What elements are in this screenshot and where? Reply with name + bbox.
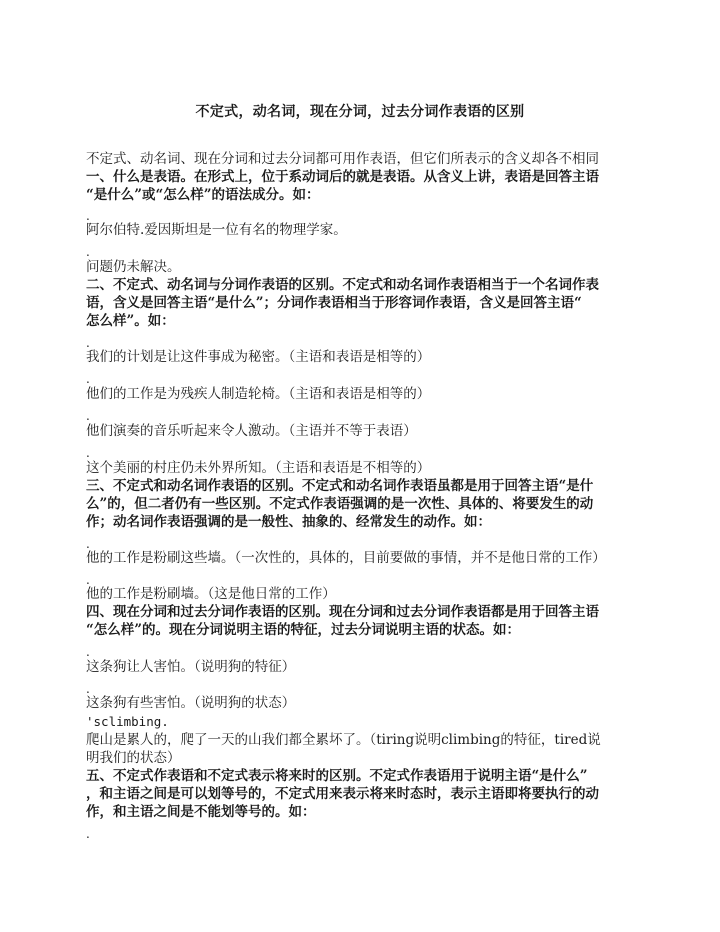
document-title: 不定式，动名词，现在分词，过去分词作表语的区别 — [195, 104, 525, 120]
example-line: 我们的计划是让这件事成为秘密。（主语和表语是相等的） — [86, 349, 431, 365]
section-3-heading-line: 三、不定式和动名词作表语的区别。不定式和动名词作表语虽都是用于回答主语“是什 — [86, 478, 594, 494]
bullet-dot: . — [86, 409, 90, 423]
bullet-dot: . — [86, 537, 90, 551]
bullet-dot: . — [86, 209, 90, 223]
intro-line: 不定式、动名词、现在分词和过去分词都可用作表语，但它们所表示的含义却各不相同 — [86, 151, 599, 167]
section-3-heading-line: 么”的，但二者仍有一些区别。不定式作表语强调的是一次性、具体的、将要发生的动 — [86, 496, 594, 512]
bullet-dot: . — [86, 372, 90, 386]
bullet-dot: . — [86, 336, 90, 350]
section-4-heading-line: “怎么样”的。现在分词说明主语的特征，过去分词说明主语的状态。如： — [86, 622, 521, 638]
section-1-heading-line: 一、什么是表语。在形式上，位于系动词后的就是表语。从含义上讲，表语是回答主语 — [86, 169, 599, 185]
section-5-heading-line: 作，和主语之间是不能划等号的。如： — [86, 804, 316, 820]
bullet-dot: . — [86, 682, 90, 696]
section-1-heading-line: “是什么”或“怎么样”的语法成分。如： — [86, 187, 320, 203]
example-line: 阿尔伯特.爱因斯坦是一位有名的物理学家。 — [86, 222, 347, 238]
example-line: 他们演奏的音乐听起来令人激动。（主语并不等于表语） — [86, 423, 417, 439]
section-3-heading-line: 作；动名词作表语强调的是一般性、抽象的、经常发生的动作。如： — [86, 514, 491, 530]
section-5-heading-line: ，和主语之间是可以划等号的，不定式用来表示将来时态时，表示主语即将要执行的动 — [86, 786, 599, 802]
section-2-heading-line: 怎么样”。如： — [86, 313, 175, 329]
section-2-heading-line: 语，含义是回答主语“是什么”；分词作表语相当于形容词作表语，含义是回答主语“ — [86, 295, 582, 311]
bullet-dot: . — [86, 573, 90, 587]
example-line: 明我们的状态） — [86, 750, 181, 766]
example-line: 他的工作是粉刷墙。（这是他日常的工作） — [86, 586, 336, 602]
section-4-heading-line: 四、现在分词和过去分词作表语的区别。现在分词和过去分词作表语都是用于回答主语 — [86, 604, 599, 620]
example-line: 这个美丽的村庄仍未外界所知。（主语和表语是不相等的） — [86, 460, 431, 476]
example-line: 爬山是累人的，爬了一天的山我们都全累坏了。（tiring说明climbing的特征，tired说 — [86, 732, 601, 748]
example-line: 他的工作是粉刷这些墙。（一次性的，具体的，目前要做的事情，并不是他日常的工作） — [86, 550, 606, 566]
bullet-dot: . — [86, 645, 90, 659]
bullet-dot: . — [86, 827, 90, 841]
section-2-heading-line: 二、不定式、动名词与分词作表语的区别。不定式和动名词作表语相当于一个名词作表 — [86, 277, 599, 293]
example-line: 这条狗让人害怕。（说明狗的特征） — [86, 659, 296, 675]
example-line: 这条狗有些害怕。（说明狗的状态） — [86, 695, 296, 711]
bullet-dot: . — [86, 245, 90, 259]
bullet-dot: . — [86, 446, 90, 460]
example-line: 问题仍未解决。 — [86, 259, 181, 275]
example-line: 他们的工作是为残疾人制造轮椅。（主语和表语是相等的） — [86, 386, 431, 402]
section-5-heading-line: 五、不定式作表语和不定式表示将来时的区别。不定式作表语用于说明主语“是什么” — [86, 768, 588, 784]
example-fragment: 'sclimbing. — [86, 714, 169, 729]
